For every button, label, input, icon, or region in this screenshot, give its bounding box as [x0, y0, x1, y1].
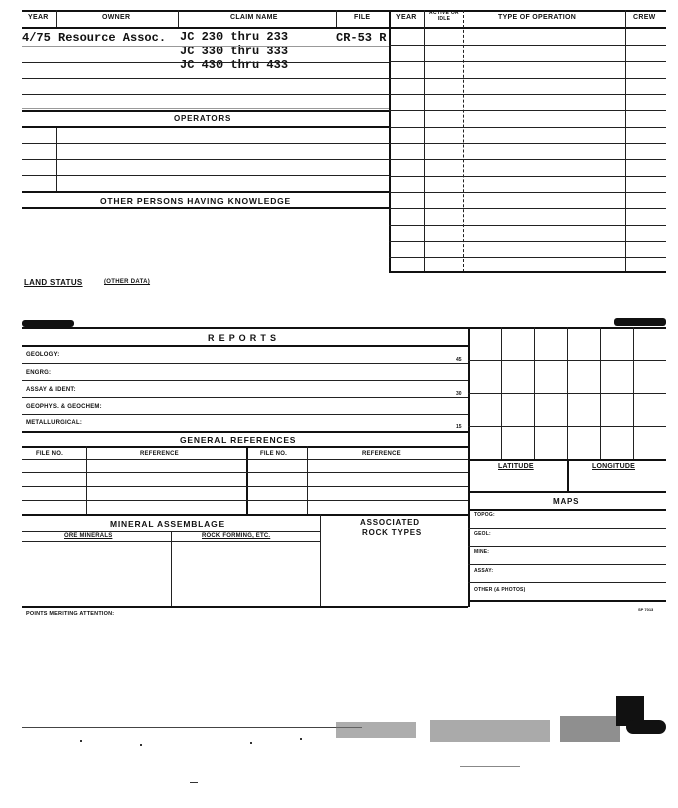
crew-header: CREW [633, 14, 656, 21]
points-meriting-attention: POINTS MERITING ATTENTION: [26, 611, 115, 617]
maps-assay: ASSAY: [474, 568, 494, 574]
entry-claim-1: JC 230 thru 233 [180, 30, 289, 44]
type-of-operation-header: TYPE OF OPERATION [498, 14, 577, 21]
ink-smudge-left [22, 320, 74, 327]
rock-forming-header: ROCK FORMING, ETC. [202, 533, 271, 539]
longitude-label: LONGITUDE [592, 463, 636, 470]
ref-file-no-2: FILE NO. [260, 451, 287, 457]
file-header: FILE [354, 14, 371, 21]
active-or-idle-header: ACTIVE OR IDLE [429, 10, 459, 22]
report-geophys: GEOPHYS. & GEOCHEM: [26, 404, 102, 410]
form-code: SP 7013 [638, 607, 654, 612]
general-references-heading: GENERAL REFERENCES [180, 435, 297, 445]
rock-types-heading: ROCK TYPES [362, 528, 423, 537]
entry-owner: Resource Assoc. [58, 31, 167, 45]
report-metallurgical: METALLURGICAL: [26, 420, 83, 426]
owner-header: OWNER [102, 14, 131, 21]
report-assay-code: 30 [456, 391, 462, 397]
latitude-label: LATITUDE [498, 463, 534, 470]
report-assay: ASSAY & IDENT: [26, 387, 76, 393]
maps-mine: MINE: [474, 549, 490, 555]
maps-heading: MAPS [553, 497, 580, 506]
report-engrg: ENGRG: [26, 370, 52, 376]
ops-year-header: YEAR [396, 14, 417, 21]
ref-reference-2: REFERENCE [362, 451, 401, 457]
entry-file: CR-53 R [336, 31, 387, 45]
report-metallurgical-code: 15 [456, 424, 462, 430]
report-geology: GEOLOGY: [26, 352, 60, 358]
mineral-assemblage-heading: MINERAL ASSEMBLAGE [110, 519, 225, 529]
land-status-subheading: (OTHER DATA) [104, 279, 151, 285]
land-status-heading: LAND STATUS [24, 278, 83, 287]
report-geology-code: 45 [456, 357, 462, 363]
ore-minerals-header: ORE MINERALS [64, 533, 113, 539]
maps-other: OTHER (& PHOTOS) [474, 587, 526, 593]
ink-smudge-right [614, 318, 666, 326]
ref-reference-1: REFERENCE [140, 451, 179, 457]
claim-name-header: CLAIM NAME [230, 14, 278, 21]
associated-heading: ASSOCIATED [360, 518, 420, 527]
reports-heading: R E P O R T S [208, 333, 277, 343]
other-persons-heading: OTHER PERSONS HAVING KNOWLEDGE [100, 196, 292, 206]
operators-heading: OPERATORS [174, 114, 232, 123]
ref-file-no-1: FILE NO. [36, 451, 63, 457]
entry-claim-3: JC 430 thru 433 [180, 58, 289, 72]
maps-geol: GEOL: [474, 531, 491, 537]
entry-year: 4/75 [22, 31, 51, 45]
entry-claim-2: JC 330 thru 333 [180, 44, 289, 58]
maps-topog: TOPOG: [474, 512, 495, 518]
year-header: YEAR [28, 14, 49, 21]
